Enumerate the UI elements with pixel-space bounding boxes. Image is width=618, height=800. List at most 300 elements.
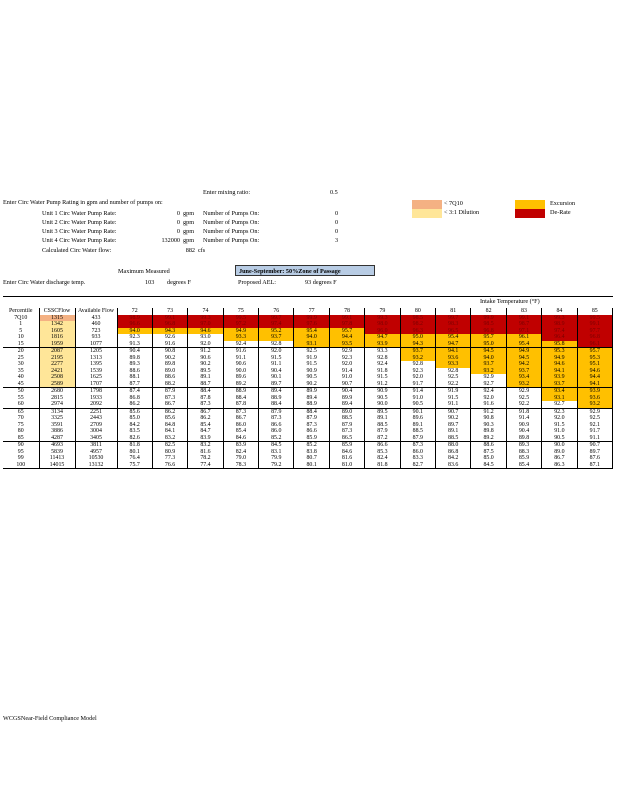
temp-value-cell: 95.0	[400, 334, 435, 341]
legend-swatch-7q10	[412, 200, 442, 209]
temp-value-cell: 87.9	[259, 408, 294, 415]
temp-value-cell: 85.4	[223, 428, 258, 435]
temp-value-cell: 92.5	[577, 415, 612, 422]
temp-value-cell: 92.3	[329, 355, 364, 362]
table-row	[3, 435, 613, 442]
cssc-flow-cell: 3325	[39, 415, 75, 422]
temp-value-cell: 92.9	[471, 374, 506, 381]
table-row	[3, 408, 613, 415]
temp-value-cell: 86.3	[542, 462, 577, 469]
temp-value-cell: 99.5	[577, 315, 612, 322]
cssc-flow-cell: 4287	[39, 435, 75, 442]
temp-value-cell: 91.4	[329, 368, 364, 375]
percentile-cell: 60	[3, 401, 39, 408]
temp-value-cell: 94.9	[506, 348, 541, 355]
temp-value-cell: 90.7	[329, 381, 364, 388]
temp-value-cell: 83.5	[117, 428, 152, 435]
table-row	[3, 428, 613, 435]
temp-value-cell: 90.1	[259, 374, 294, 381]
temp-value-cell: 76.6	[152, 462, 187, 469]
temp-value-cell: 85.2	[294, 442, 329, 449]
temp-value-cell: 88.9	[294, 401, 329, 408]
temp-value-cell: 91.2	[471, 408, 506, 415]
ael-value: 93 degrees F	[305, 279, 337, 286]
temp-header: 72	[131, 308, 138, 315]
temp-value-cell: 92.3	[400, 368, 435, 375]
cssc-flow-cell: 14015	[39, 462, 75, 469]
temp-value-cell: 92.5	[506, 395, 541, 402]
temp-value-cell: 92.0	[259, 348, 294, 355]
pump-count[interactable]: 3	[335, 237, 339, 244]
temp-value-cell: 91.1	[577, 435, 612, 442]
temp-value-cell: 88.4	[294, 408, 329, 415]
temp-value-cell: 99.9	[294, 315, 329, 322]
temp-value-cell: 92.7	[542, 401, 577, 408]
temp-value-cell: 85.4	[506, 462, 541, 469]
temp-value-cell: 95.4	[294, 328, 329, 335]
temp-value-cell: 90.3	[471, 422, 506, 429]
temp-value-cell: 81.6	[188, 449, 223, 456]
table-row	[3, 401, 613, 408]
temp-value-cell: 90.1	[400, 408, 435, 415]
temp-value-cell: 99.3	[542, 315, 577, 322]
temp-value-cell: 99.1	[329, 315, 364, 322]
temp-value-cell: 82.4	[365, 455, 400, 462]
temp-value-cell: 93.2	[400, 355, 435, 362]
temp-value-cell: 91.8	[365, 368, 400, 375]
temp-value-cell: 87.8	[223, 401, 258, 408]
temp-value-cell: 99.3	[365, 315, 400, 322]
temp-value-cell: 91.8	[506, 408, 541, 415]
temp-value-cell: 96.8	[471, 328, 506, 335]
temp-value-cell: 94.5	[471, 348, 506, 355]
temp-value-cell: 85.9	[329, 442, 364, 449]
temp-value-cell: 84.6	[223, 435, 258, 442]
temp-value-cell: 83.6	[436, 462, 471, 469]
temp-value-cell: 94.6	[542, 361, 577, 368]
pump-count-label: Number of Pumps On:	[203, 237, 260, 244]
table-row	[3, 374, 613, 381]
temp-value-cell: 82.7	[400, 462, 435, 469]
table-row	[3, 368, 613, 375]
temp-value-cell: 92.3	[542, 408, 577, 415]
temp-value-cell: 84.1	[152, 428, 187, 435]
temp-value-cell: 93.2	[506, 381, 541, 388]
pump-rate[interactable]: 132000	[161, 237, 180, 244]
temp-value-cell: 93.7	[506, 368, 541, 375]
temp-value-cell: 93.1	[542, 395, 577, 402]
cssc-flow-cell: 2087	[39, 348, 75, 355]
temp-value-cell: 81.6	[329, 455, 364, 462]
temp-value-cell: 98.5	[400, 315, 435, 322]
temp-value-cell: 96.1	[506, 334, 541, 341]
pump-rate[interactable]: 0	[176, 228, 180, 235]
temp-value-cell: 86.6	[259, 422, 294, 429]
temp-value-cell: 96.3	[400, 328, 435, 335]
temp-value-cell: 88.0	[436, 442, 471, 449]
temp-value-cell: 79.9	[259, 455, 294, 462]
available-flow-cell: 2709	[75, 422, 117, 429]
temp-value-cell: 90.4	[506, 428, 541, 435]
temp-value-cell: 89.4	[329, 401, 364, 408]
table-row	[3, 315, 613, 322]
temp-value-cell: 89.3	[117, 361, 152, 368]
temp-value-cell: 86.2	[152, 408, 187, 415]
temp-value-cell: 87.8	[188, 395, 223, 402]
temp-value-cell: 89.9	[329, 395, 364, 402]
temp-value-cell: 93.9	[577, 388, 612, 395]
calc-flow-label: Calculated Circ Water flow:	[42, 247, 112, 254]
temp-value-cell: 91.5	[259, 355, 294, 362]
temp-header: 84	[542, 308, 577, 315]
available-flow-cell: 3405	[75, 435, 117, 442]
temp-value-cell: 86.6	[294, 428, 329, 435]
available-flow-cell: 1707	[75, 381, 117, 388]
cssc-flow-cell: 11413	[39, 455, 75, 462]
temp-value-cell: 88.2	[152, 381, 187, 388]
table-row	[3, 462, 613, 469]
percentile-cell: 45	[3, 381, 39, 388]
temp-value-cell: 90.2	[294, 381, 329, 388]
percentile-cell: 70	[17, 415, 24, 422]
temp-value-cell: 78.2	[188, 455, 223, 462]
temp-value-cell: 97.4	[259, 321, 294, 328]
temp-value-cell: 93.7	[400, 348, 435, 355]
temp-value-cell: 88.4	[259, 401, 294, 408]
temp-value-cell: 77.4	[188, 462, 223, 469]
temp-value-cell: 84.5	[259, 442, 294, 449]
temp-value-cell: 87.2	[365, 435, 400, 442]
percentile-cell: 15	[3, 341, 39, 348]
temp-value-cell: 76.4	[117, 455, 152, 462]
temp-value-cell: 90.4	[329, 388, 364, 395]
pump-rate[interactable]: 0	[176, 210, 180, 217]
temp-value-cell: 93.4	[542, 388, 577, 395]
temp-value-cell: 84.8	[152, 422, 187, 429]
temp-value-cell: 90.4	[117, 348, 152, 355]
percentile-cell: 85	[3, 435, 39, 442]
temp-value-cell: 87.3	[223, 408, 258, 415]
temp-value-cell: 87.9	[152, 388, 187, 395]
temp-header: 79	[365, 308, 400, 315]
temp-value-cell: 84.7	[188, 428, 223, 435]
temp-value-cell: 90.5	[542, 435, 577, 442]
cssc-flow-cell: 1816	[39, 334, 75, 341]
temp-value-cell: 92.7	[471, 381, 506, 388]
temp-value-cell: 87.9	[329, 422, 364, 429]
col-header: Available Flow	[75, 308, 117, 315]
temp-value-cell: 95.4	[436, 334, 471, 341]
ael-label: Proposed AEL:	[238, 279, 276, 286]
temp-value-cell: 83.1	[259, 449, 294, 456]
pump-count-label: Number of Pumps On:	[203, 228, 260, 235]
temp-value-cell: 90.2	[436, 415, 471, 422]
temp-value-cell: 78.3	[223, 462, 258, 469]
temp-header: 80	[400, 308, 435, 315]
temp-value-cell: 90.4	[259, 368, 294, 375]
temp-value-cell: 92.9	[577, 408, 612, 415]
available-flow-cell: 13132	[75, 462, 117, 469]
temp-value-cell: 89.5	[365, 408, 400, 415]
temp-value-cell: 91.0	[542, 428, 577, 435]
temp-value-cell: 88.1	[117, 374, 152, 381]
pump-count-label: Number of Pumps On:	[203, 219, 260, 226]
cssc-flow-cell: 4693	[39, 442, 75, 449]
cssc-flow-cell: 2277	[39, 361, 75, 368]
temp-value-cell: 87.3	[329, 428, 364, 435]
temp-value-cell: 87.4	[117, 388, 152, 395]
table-row	[3, 348, 613, 355]
temp-value-cell: 89.8	[117, 355, 152, 362]
temp-value-cell: 91.5	[436, 395, 471, 402]
temp-value-cell: 79.2	[259, 462, 294, 469]
percentile-cell: 7Q10	[14, 314, 28, 321]
max-measured-label: Maximum Measured	[118, 268, 170, 275]
temp-value-cell: 92.1	[577, 422, 612, 429]
temp-value-cell: 91.5	[294, 361, 329, 368]
temp-value-cell: 93.7	[259, 334, 294, 341]
temp-value-cell: 81.8	[117, 442, 152, 449]
temp-value-cell: 87.9	[400, 435, 435, 442]
pump-label: Unit 3 Circ Water Pump Rate:	[42, 228, 117, 235]
temp-value-cell: 91.0	[400, 395, 435, 402]
temp-value-cell: 88.4	[188, 388, 223, 395]
percentile-cell: 5	[19, 327, 23, 334]
temp-value-cell: 96.6	[117, 321, 152, 328]
pump-label: Unit 1 Circ Water Pump Rate:	[42, 210, 117, 217]
cssc-flow-cell: 2421	[39, 368, 75, 375]
percentile-cell: 75	[17, 421, 24, 428]
temp-value-cell: 86.7	[223, 415, 258, 422]
temp-value-cell: 82.6	[117, 435, 152, 442]
available-flow-cell: 2443	[75, 415, 117, 422]
temp-value-cell: 94.9	[542, 355, 577, 362]
legend-swatch-derate	[515, 209, 545, 218]
footer-title: WCGSNear-Field Compliance Model	[3, 715, 97, 722]
percentile-cell: 30	[17, 361, 24, 368]
legend-swatch-excursion	[515, 200, 545, 209]
temp-value-cell: 91.2	[188, 348, 223, 355]
temp-value-cell: 93.2	[471, 368, 506, 375]
pump-rate[interactable]: 0	[176, 219, 180, 226]
pump-count[interactable]: 0	[335, 228, 339, 235]
temp-value-cell: 87.3	[294, 422, 329, 429]
temp-value-cell: 83.2	[152, 435, 187, 442]
cssc-flow-cell: 3134	[39, 408, 75, 415]
mixing-ratio-value[interactable]: 0.5	[330, 189, 338, 196]
temp-value-cell: 94.1	[542, 368, 577, 375]
temp-value-cell: 91.7	[400, 381, 435, 388]
temp-value-cell: 94.7	[365, 334, 400, 341]
temp-value-cell: 91.4	[400, 388, 435, 395]
temp-value-cell: 91.9	[436, 388, 471, 395]
temp-value-cell: 94.4	[329, 334, 364, 341]
intake-temp-label: Intake Temperature (°F)	[480, 298, 540, 305]
percentile-cell: 80	[17, 428, 24, 435]
mixing-ratio-label: Enter mixing ratio:	[203, 189, 251, 196]
cssc-flow-cell: 2680	[39, 388, 75, 395]
temp-value-cell: 94.1	[436, 348, 471, 355]
temp-value-cell: 88.9	[259, 395, 294, 402]
temp-value-cell: 90.9	[294, 368, 329, 375]
temp-value-cell: 92.8	[400, 361, 435, 368]
temp-value-cell: 92.0	[329, 361, 364, 368]
temp-value-cell: 89.2	[471, 435, 506, 442]
temp-value-cell: 90.6	[188, 355, 223, 362]
available-flow-cell: 3004	[75, 428, 117, 435]
temp-value-cell: 90.7	[577, 442, 612, 449]
temp-value-cell: 95.1	[577, 361, 612, 368]
temp-value-cell: 99.1	[577, 321, 612, 328]
temp-value-cell: 88.7	[188, 381, 223, 388]
available-flow-cell: 723	[75, 328, 117, 335]
temp-value-cell: 92.0	[471, 395, 506, 402]
legend-swatch-dilution	[412, 209, 442, 218]
temp-value-cell: 95.4	[506, 341, 541, 348]
temp-value-cell: 89.8	[152, 361, 187, 368]
temp-value-cell: 95.3	[542, 348, 577, 355]
table-row	[3, 334, 613, 341]
temp-value-cell: 83.2	[188, 442, 223, 449]
temp-value-cell: 93.3	[365, 348, 400, 355]
temp-value-cell: 92.4	[471, 388, 506, 395]
temp-value-cell: 89.0	[542, 449, 577, 456]
pump-label: Unit 4 Circ Water Pump Rate:	[42, 237, 117, 244]
available-flow-cell: 1933	[75, 395, 117, 402]
temp-value-cell: 90.0	[223, 368, 258, 375]
available-flow-cell: 933	[75, 334, 117, 341]
temp-value-cell: 89.8	[506, 435, 541, 442]
table-row	[3, 361, 613, 368]
temp-value-cell: 80.1	[294, 462, 329, 469]
temp-value-cell: 82.5	[152, 442, 187, 449]
temp-value-cell: 92.8	[365, 355, 400, 362]
temp-header: 85	[577, 308, 612, 315]
temp-value-cell: 86.8	[117, 395, 152, 402]
temp-value-cell: 92.4	[365, 361, 400, 368]
temp-value-cell: 92.8	[436, 368, 471, 375]
temp-value-cell: 98.7	[506, 321, 541, 328]
temp-value-cell: 86.8	[436, 449, 471, 456]
pump-unit: gpm	[183, 237, 195, 244]
temp-value-cell: 90.2	[152, 355, 187, 362]
temp-value-cell: 88.5	[436, 435, 471, 442]
temp-value-cell: 93.5	[329, 341, 364, 348]
available-flow-cell: 1539	[75, 368, 117, 375]
temp-value-cell: 99.1	[152, 315, 187, 322]
temp-value-cell: 89.7	[436, 422, 471, 429]
col-header: CSSCFlow	[39, 308, 75, 315]
temp-value-cell: 96.8	[577, 334, 612, 341]
temp-value-cell: 86.2	[188, 415, 223, 422]
temp-value-cell: 87.7	[117, 381, 152, 388]
temp-value-cell: 88.5	[329, 415, 364, 422]
table-row	[3, 395, 613, 402]
temp-value-cell: 94.4	[577, 374, 612, 381]
pump-count[interactable]: 0	[335, 219, 339, 226]
temp-value-cell: 90.5	[294, 374, 329, 381]
calc-flow-value: 882	[185, 247, 195, 254]
temp-value-cell: 89.6	[400, 415, 435, 422]
percentile-cell: 10	[17, 334, 24, 341]
temp-value-cell: 87.3	[259, 415, 294, 422]
temp-value-cell: 97.8	[329, 321, 364, 328]
temp-value-cell: 88.4	[223, 395, 258, 402]
available-flow-cell: 2092	[75, 401, 117, 408]
temp-value-cell: 91.5	[542, 422, 577, 429]
temp-value-cell: 92.0	[188, 341, 223, 348]
temp-value-cell: 83.9	[188, 435, 223, 442]
available-flow-cell: 2251	[75, 408, 117, 415]
temp-value-cell: 80.7	[294, 455, 329, 462]
temp-value-cell: 95.7	[471, 334, 506, 341]
temp-value-cell: 89.1	[365, 415, 400, 422]
table-body	[3, 315, 613, 469]
cssc-flow-cell: 3591	[39, 422, 75, 429]
temp-value-cell: 94.0	[471, 355, 506, 362]
temp-header: 78	[329, 308, 364, 315]
temp-value-cell: 89.3	[506, 442, 541, 449]
temp-value-cell: 86.7	[542, 455, 577, 462]
temp-value-cell: 89.6	[223, 374, 258, 381]
temp-header: 77	[294, 308, 329, 315]
discharge-value[interactable]: 103	[145, 279, 155, 286]
temp-value-cell: 94.2	[506, 361, 541, 368]
temp-value-cell: 94.3	[400, 341, 435, 348]
cssc-flow-cell: 2195	[39, 355, 75, 362]
temp-value-cell: 91.6	[152, 341, 187, 348]
temp-value-cell: 81.8	[365, 462, 400, 469]
temp-value-cell: 85.0	[471, 455, 506, 462]
temp-value-cell: 86.7	[152, 401, 187, 408]
temp-value-cell: 93.3	[436, 361, 471, 368]
temp-value-cell: 94.1	[577, 381, 612, 388]
cssc-flow-cell: 1605	[39, 328, 75, 335]
temp-value-cell: 91.1	[223, 355, 258, 362]
percentile-cell: 95	[17, 448, 24, 455]
temp-value-cell: 91.1	[259, 361, 294, 368]
temp-value-cell: 86.0	[400, 449, 435, 456]
temp-value-cell: 98.0	[365, 321, 400, 328]
temp-value-cell: 86.6	[365, 442, 400, 449]
temp-header: 83	[506, 308, 541, 315]
temp-value-cell: 92.4	[223, 341, 258, 348]
temp-value-cell: 93.0	[188, 334, 223, 341]
temp-value-cell: 83.9	[223, 442, 258, 449]
temp-value-cell: 89.1	[400, 422, 435, 429]
temp-value-cell: 89.5	[188, 368, 223, 375]
temp-value-cell: 94.3	[152, 328, 187, 335]
temp-value-cell: 91.4	[506, 415, 541, 422]
temp-value-cell: 99.1	[506, 315, 541, 322]
temp-value-cell: 92.3	[117, 334, 152, 341]
temp-value-cell: 83.8	[294, 449, 329, 456]
legend-label-7q10: < 7Q10	[444, 200, 463, 207]
temp-value-cell: 98.5	[471, 321, 506, 328]
pump-count[interactable]: 0	[335, 210, 339, 217]
temp-value-cell: 89.4	[259, 388, 294, 395]
temp-value-cell: 87.3	[152, 395, 187, 402]
temp-value-cell: 96.1	[577, 341, 612, 348]
temp-value-cell: 79.0	[223, 455, 258, 462]
temp-value-cell: 85.3	[365, 449, 400, 456]
cssc-flow-cell: 2815	[39, 395, 75, 402]
temp-value-cell: 86.5	[329, 435, 364, 442]
temp-value-cell: 89.9	[294, 388, 329, 395]
temp-value-cell: 92.2	[506, 401, 541, 408]
temp-value-cell: 85.9	[294, 435, 329, 442]
percentile-cell: 100	[3, 462, 39, 469]
